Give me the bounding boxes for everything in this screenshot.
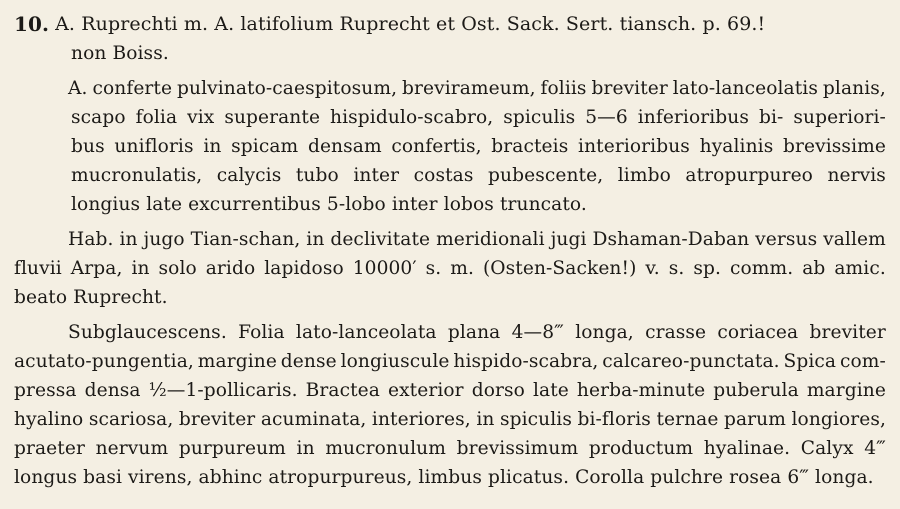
description-text-word: spiculis <box>499 409 572 430</box>
diagnosis-text-word: conferte <box>92 78 173 99</box>
description-text-word: mucronulum <box>325 438 446 459</box>
description-text-word: brevissimum <box>456 438 579 459</box>
diagnosis-text-word: scapo <box>71 107 126 128</box>
diagnosis-text-word: mucronulatis, <box>71 165 203 186</box>
diagnosis-text-word: calycis <box>216 165 282 186</box>
description-text-word: coriacea <box>717 322 799 343</box>
description-text-word: in <box>476 409 495 430</box>
habitat-text-word: amic. <box>834 258 886 279</box>
description-text-word: exterior <box>387 380 464 401</box>
diagnosis-line <box>14 161 886 190</box>
diagnosis-text-word: bracteis <box>491 136 569 157</box>
habitat-line <box>14 283 886 312</box>
diagnosis-text-word: pulvinato-caespitosum, <box>177 78 398 99</box>
entry-number: 10. <box>14 12 50 36</box>
description-line <box>14 463 886 492</box>
habitat-text-word: in <box>131 258 150 279</box>
diagnosis-text-word: planis, <box>822 78 886 99</box>
description-text-word: longiores, <box>791 409 886 430</box>
description-line <box>14 318 886 347</box>
description-text-word: praeter <box>14 438 85 459</box>
description-text-word: hyalinae. <box>703 438 791 459</box>
diagnosis-line <box>14 103 886 132</box>
diagnosis-text-word: bi- <box>758 107 784 128</box>
description-line <box>14 347 886 376</box>
habitat-text-word: declivitate <box>330 229 431 250</box>
habitat-text-word: solo <box>158 258 197 279</box>
habitat-text-word: comm. <box>729 258 794 279</box>
description-text-word: longa, <box>575 322 634 343</box>
description-text-word: longiuscule <box>340 351 450 372</box>
description-text-word: herba-minute <box>576 380 706 401</box>
diagnosis-text-word: densam <box>307 136 382 157</box>
habitat-text-word: s. <box>425 258 442 279</box>
description-text-word: dense <box>280 351 337 372</box>
diagnosis-text-word: brevissime <box>783 136 886 157</box>
habitat-text-word: Tian-schan, <box>190 229 301 250</box>
habitat-text: beato Ruprecht. <box>14 287 168 308</box>
description-text-word: hyalino <box>14 409 84 430</box>
description-text-word: Folia <box>238 322 285 343</box>
diagnosis-text-word: 5—6 <box>585 107 628 128</box>
habitat-text-word: ab <box>802 258 826 279</box>
description-line <box>14 376 886 405</box>
description-text-word: purpureum <box>178 438 286 459</box>
description-text-word: 4—8‴ <box>511 322 564 343</box>
description-text-word: pressa <box>14 380 77 401</box>
description-text-word: interiores, <box>371 409 471 430</box>
diagnosis-text-word: confertis, <box>391 136 482 157</box>
description-text-word: bi-floris <box>577 409 651 430</box>
diagnosis-text-word: folia <box>135 107 178 128</box>
diagnosis-text-word: A. <box>68 78 88 99</box>
description-text-word: calcareo-punctata. <box>602 351 780 372</box>
description-text-word: acutato-pungentia, <box>14 351 194 372</box>
description-text-word: lato-lanceolata <box>295 322 437 343</box>
entry-title-continued: non Boiss. <box>71 43 169 64</box>
habitat-text-word: jugi <box>550 229 587 250</box>
diagnosis-text-word: inter <box>353 165 400 186</box>
entry-heading-line-2 <box>14 39 886 68</box>
diagnosis-text-word: pubescente, <box>488 165 604 186</box>
entry-heading-line-1 <box>14 10 886 39</box>
diagnosis-line <box>14 132 886 161</box>
diagnosis-line <box>14 74 886 103</box>
habitat-text-word: in <box>306 229 325 250</box>
diagnosis-text-word: superante <box>224 107 321 128</box>
diagnosis-text-word: inferioribus <box>637 107 750 128</box>
description-line <box>14 434 886 463</box>
description-text-word: productum <box>588 438 694 459</box>
entry-heading <box>14 10 886 68</box>
habitat-text-word: (Osten-Sacken!) <box>482 258 637 279</box>
description-text-word: Spica <box>783 351 837 372</box>
diagnosis-line <box>14 190 886 219</box>
description-text-word: plana <box>447 322 501 343</box>
habitat-text-word: m. <box>450 258 474 279</box>
habitat-text-word: 10000′ <box>352 258 417 279</box>
habitat-text-word: sp. <box>693 258 722 279</box>
description-text-word: ½—1-pollicaris. <box>148 380 298 401</box>
description-text-word: puberula <box>713 380 799 401</box>
diagnosis-text-word: breviter <box>591 78 668 99</box>
description-text-word: margine <box>806 380 886 401</box>
habitat-text-word: lapidoso <box>264 258 344 279</box>
diagnosis-text-word: lato-lanceolatis <box>672 78 818 99</box>
entry-title: A. Ruprechti m. A. latifolium Ruprecht et Ost. Sack. Sert. tiansch. p. 69.! <box>55 13 766 35</box>
diagnosis-text-word: vix <box>187 107 215 128</box>
description-text-word: Bractea <box>305 380 380 401</box>
diagnosis-text-word: hyalinis <box>699 136 774 157</box>
diagnosis-text-word: spiculis <box>503 107 576 128</box>
description-text-word: nervum <box>95 438 169 459</box>
description-text-word: in <box>296 438 315 459</box>
diagnosis-text-word: brevirameum, <box>402 78 536 99</box>
description-paragraph <box>14 318 886 492</box>
diagnosis-text-word: in <box>203 136 222 157</box>
description-text-word: crasse <box>645 322 707 343</box>
description-text-word: densa <box>84 380 141 401</box>
habitat-text-word: in <box>119 229 138 250</box>
diagnosis-text: longius late excurrentibus 5-lobo inter lobos truncato. <box>71 194 587 215</box>
description-text-word: scariosa, <box>88 409 174 430</box>
description-text-word: breviter <box>809 322 886 343</box>
description-text-word: Calyx <box>800 438 854 459</box>
habitat-text-word: Arpa, <box>70 258 123 279</box>
habitat-text-word: meridionali <box>436 229 545 250</box>
diagnosis-text-word: atropurpureo <box>685 165 813 186</box>
diagnosis-text-word: hispidulo-scabro, <box>330 107 494 128</box>
habitat-text-word: Hab. <box>68 229 114 250</box>
habitat-paragraph <box>14 225 886 312</box>
habitat-text-word: arido <box>205 258 256 279</box>
diagnosis-text-word: costas <box>413 165 474 186</box>
habitat-text-word: fluvii <box>14 258 62 279</box>
description-text-word: hispido-scabra, <box>453 351 599 372</box>
description-text-word: breviter <box>178 409 256 430</box>
description-text-word: 4‴ <box>864 438 886 459</box>
diagnosis-text-word: interioribus <box>578 136 690 157</box>
diagnosis-paragraph <box>14 74 886 219</box>
diagnosis-text-word: superiori- <box>793 107 886 128</box>
diagnosis-text-word: unifloris <box>114 136 194 157</box>
description-text-word: acuminata, <box>260 409 367 430</box>
description-text-word: ternae <box>656 409 719 430</box>
diagnosis-text-word: spicam <box>231 136 299 157</box>
diagnosis-text-word: bus <box>71 136 105 157</box>
description-line <box>14 405 886 434</box>
description-text-word: com- <box>839 351 886 372</box>
diagnosis-text-word: tubo <box>295 165 339 186</box>
habitat-line <box>14 254 886 283</box>
habitat-line <box>14 225 886 254</box>
diagnosis-text-word: nervis <box>827 165 886 186</box>
description-text-word: late <box>532 380 569 401</box>
habitat-text-word: versus <box>755 229 818 250</box>
habitat-text-word: v. <box>645 258 660 279</box>
description-text: longus basi virens, abhinc atropurpureus, limbus plicatus. Corolla pulchre rosea 6‴ longa. <box>14 467 874 488</box>
diagnosis-text-word: limbo <box>617 165 671 186</box>
description-text-word: Subglaucescens. <box>68 322 227 343</box>
habitat-text-word: s. <box>668 258 685 279</box>
description-text-word: parum <box>723 409 786 430</box>
description-text-word: dorso <box>471 380 525 401</box>
diagnosis-text-word: foliis <box>540 78 587 99</box>
description-text-word: margine <box>197 351 277 372</box>
habitat-text-word: vallem <box>823 229 886 250</box>
habitat-text-word: Dshaman-Daban <box>592 229 750 250</box>
habitat-text-word: jugo <box>143 229 185 250</box>
